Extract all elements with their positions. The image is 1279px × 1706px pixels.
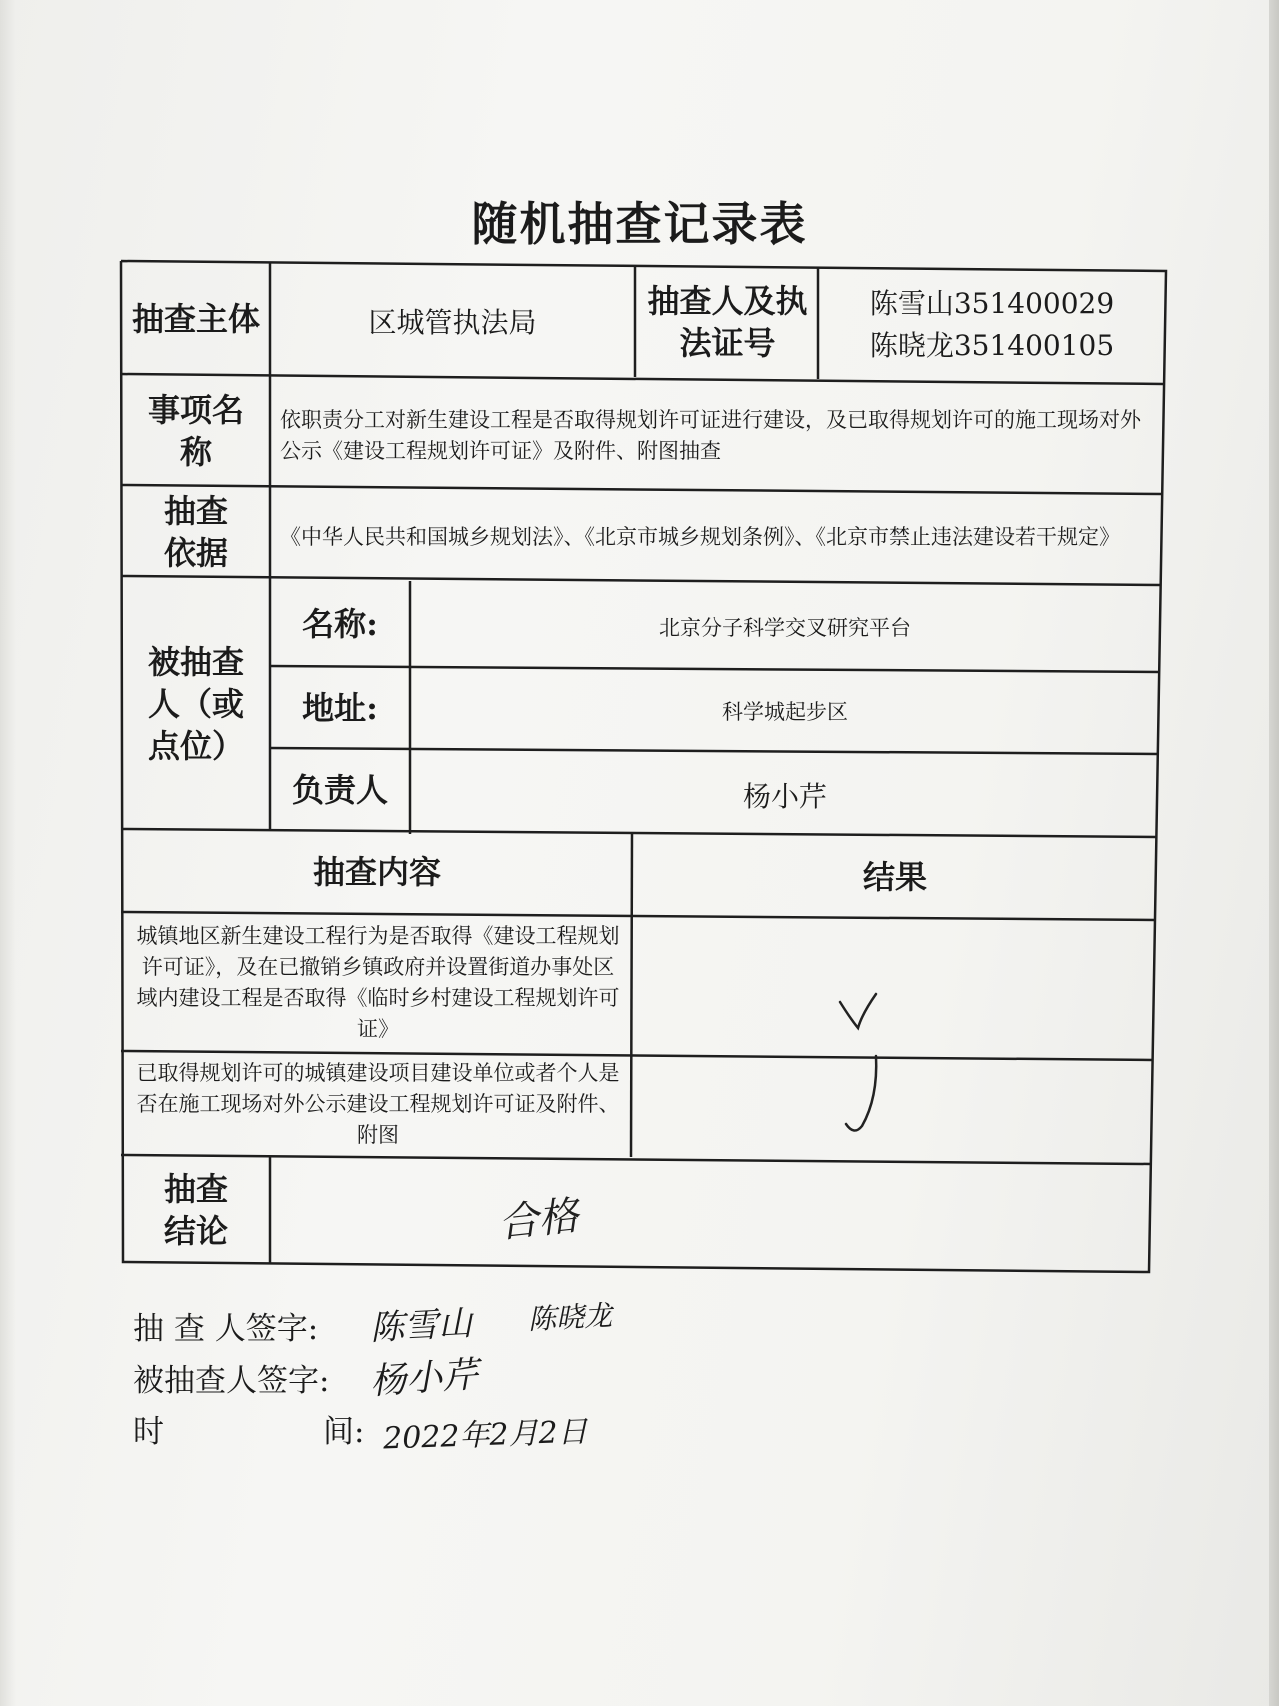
conclusion-value-area (274, 1160, 1148, 1266)
item-label: 事项名称 (147, 391, 244, 471)
inspector-signature-1: 陈雪山 (369, 1303, 474, 1349)
inspector-signature-label: 抽 查 人签字: (133, 1311, 319, 1347)
check-result-2 (636, 1058, 1150, 1160)
subject-value: 区城管执法局 (368, 306, 537, 339)
conclusion-label: 抽查结论 (163, 1170, 228, 1250)
inspected-signature: 杨小芹 (368, 1354, 480, 1403)
inspected-address-value: 科学城起步区 (722, 699, 848, 724)
item-value: 依职责分工对新生建设工程是否取得规划许可证进行建设，及已取得规划许可的施工现场对外公示《建设工程规划许可证》及附件、附图抽查 (280, 408, 1141, 463)
inspectors-label: 抽查人及执法证号 (647, 282, 808, 362)
handwritten-check-icon (832, 1048, 912, 1148)
result-header: 结果 (862, 858, 927, 896)
inspected-signature-label: 被抽查人签字: (133, 1363, 330, 1399)
basis-value: 《中华人民共和国城乡规划法》、《北京市城乡规划条例》、《北京市禁止违法建设若干规定》 (280, 524, 1120, 549)
document-title: 随机抽查记录表 (471, 197, 808, 251)
time-label-end: 间: (323, 1414, 365, 1450)
inspected-name-value: 北京分子科学交叉研究平台 (659, 615, 911, 640)
check-content-1: 城镇地区新生建设工程行为是否取得《建设工程规划许可证》，及在已撤销乡镇政府并设置街道办事处区域内建设工程是否取得《临时乡村建设工程规划许可证》 (136, 924, 620, 1041)
time-label-start: 时 (133, 1414, 164, 1450)
content-header: 抽查内容 (312, 853, 441, 891)
conclusion-value: 合格 (496, 1192, 581, 1248)
inspected-address-label: 地址: (302, 689, 378, 727)
subject-label: 抽查主体 (131, 300, 260, 338)
inspected-label: 被抽查人（或点位） (147, 643, 244, 765)
inspectors-values (822, 270, 1162, 380)
inspected-manager-label: 负责人 (291, 771, 388, 809)
date-value: 2022年2月2日 (382, 1414, 589, 1457)
check-result-1 (636, 920, 1152, 1056)
inspector-entry-2: 陈晓龙351400105 (869, 329, 1115, 362)
inspector-entry-1: 陈雪山351400029 (869, 287, 1115, 320)
check-content-2: 已取得规划许可的城镇建设项目建设单位或者个人是否在施工现场对外公示建设工程规划许可证及附件、附图 (136, 1060, 620, 1147)
inspector-signature-2: 陈晓龙 (527, 1298, 613, 1337)
inspected-manager-value: 杨小芹 (742, 780, 827, 813)
inspected-name-label: 名称: (302, 605, 378, 643)
basis-label: 抽查依据 (163, 492, 228, 572)
